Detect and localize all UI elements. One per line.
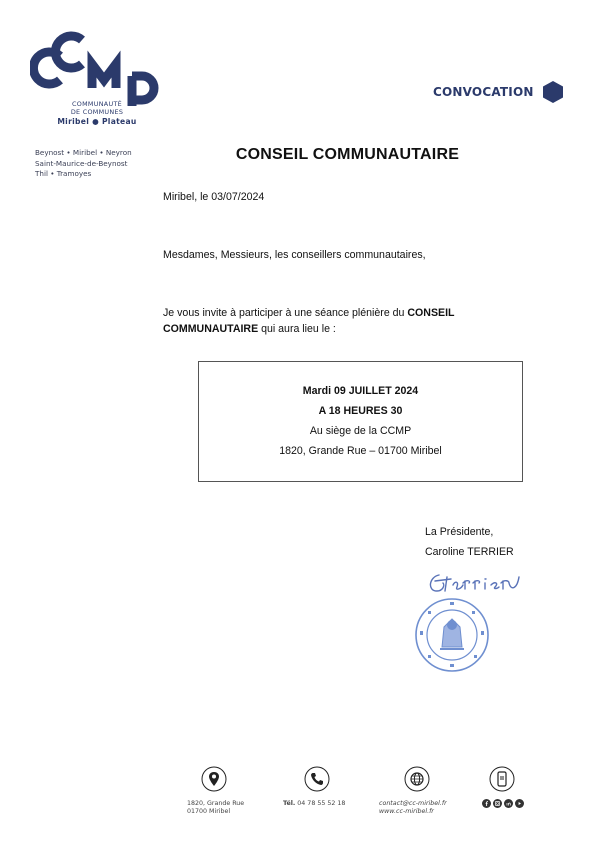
signatory-role: La Présidente,: [425, 526, 494, 538]
salutation: Mesdames, Messieurs, les conseillers communautaires,: [163, 249, 426, 261]
footer-phone: [283, 800, 345, 808]
place-date: Miribel, le 03/07/2024: [163, 191, 265, 203]
phone-icon: [304, 766, 330, 792]
signatory-name: Caroline TERRIER: [425, 546, 514, 558]
handwritten-signature: [425, 567, 525, 597]
communes-line: Beynost • Miribel • Neyron: [35, 148, 132, 157]
meeting-address: 1820, Grande Rue – 01700 Miribel: [279, 445, 442, 457]
signature-block: [425, 522, 514, 562]
meeting-location: Au siège de la CCMP: [309, 425, 412, 437]
facebook-icon[interactable]: [482, 799, 491, 808]
footer-phone-number: 04 78 55 52 18: [297, 800, 346, 807]
logo-subtitle-3: Miribel ● Plateau: [57, 117, 137, 126]
location-pin-icon: [201, 766, 227, 792]
footer-email[interactable]: contact@cc-miribel.fr: [379, 800, 447, 807]
invite-bold-2: COMMUNAUTAIRE: [163, 323, 259, 335]
invite-bold-1: CONSEIL: [407, 307, 455, 319]
social-icons: [482, 799, 524, 808]
meeting-time: A 18 HEURES 30: [318, 405, 403, 417]
invite-suffix: qui aura lieu le :: [258, 323, 336, 335]
logo-subtitle-1: COMMUNAUTÉ: [72, 100, 122, 108]
footer-address-line: 1820, Grande Rue: [187, 800, 245, 807]
mobile-app-icon: [489, 766, 515, 792]
footer-contact: [379, 800, 447, 816]
communes-line: Saint-Maurice-de-Beynost: [35, 158, 128, 168]
invitation-paragraph: [163, 305, 503, 337]
invite-prefix: Je vous invite à participer à une séance plénière du: [163, 307, 408, 319]
ccmp-logo: [30, 26, 160, 136]
official-stamp: [414, 597, 490, 673]
footer-website[interactable]: www.cc-miribel.fr: [379, 808, 434, 815]
youtube-icon[interactable]: [515, 799, 524, 808]
ccmp-logo-mark: [30, 26, 160, 106]
globe-icon: [404, 766, 430, 792]
footer-address-line: 01700 Miribel: [187, 808, 231, 815]
convocation-tag: [433, 80, 564, 104]
meeting-details-box: [198, 361, 523, 482]
logo-subtitle-2: DE COMMUNES: [70, 108, 124, 116]
communes-line: Thil • Tramoyes: [35, 169, 92, 178]
linkedin-icon[interactable]: [504, 799, 513, 808]
document-title: CONSEIL COMMUNAUTAIRE: [235, 146, 460, 163]
convocation-label: CONVOCATION: [433, 85, 534, 99]
footer-phone-label: Tél.: [283, 800, 296, 807]
hexagon-icon: [542, 80, 564, 104]
instagram-icon[interactable]: [493, 799, 502, 808]
footer-address: [187, 800, 244, 816]
meeting-date: Mardi 09 JUILLET 2024: [302, 385, 419, 397]
